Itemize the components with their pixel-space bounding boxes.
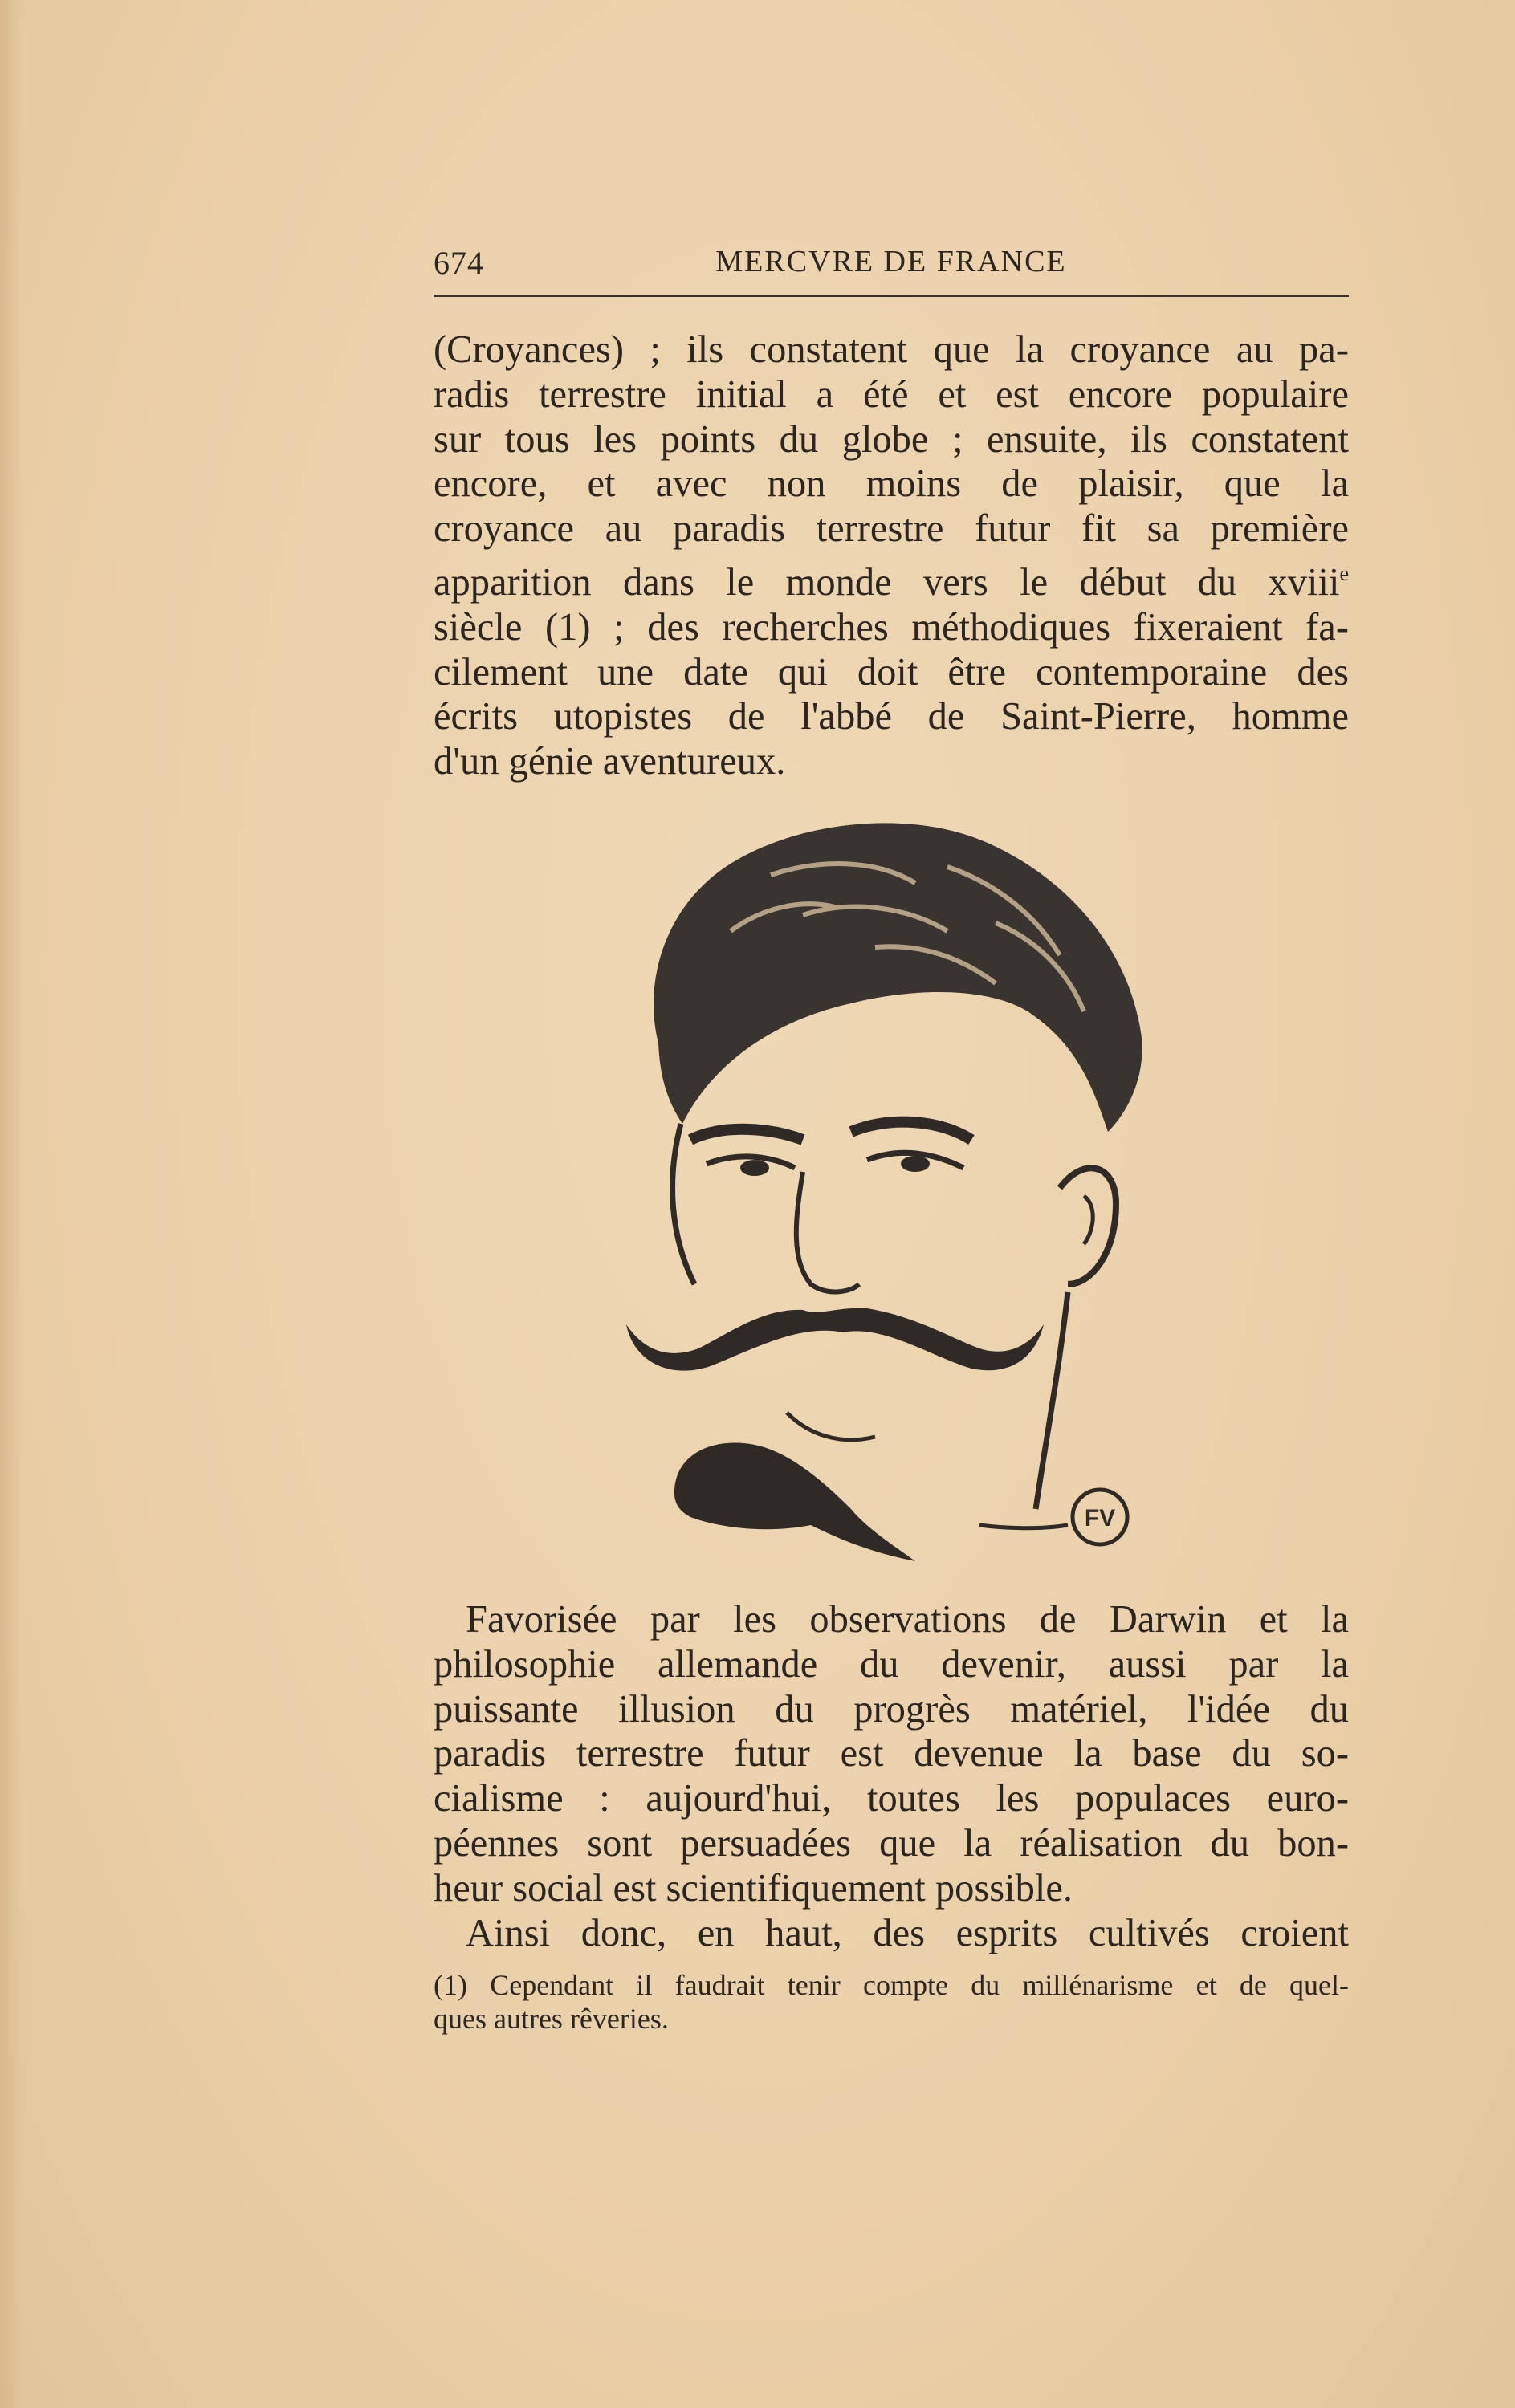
header-rule <box>434 295 1349 297</box>
paragraph-1 <box>434 327 1349 784</box>
text-line: puissante illusion du progrès matériel, l'idée du <box>434 1687 1349 1731</box>
text-line: philosophie allemande du devenir, aussi par la <box>434 1642 1349 1686</box>
text-line: croyance au paradis terrestre futur fit sa première <box>434 507 1349 551</box>
text-line-with-superscript <box>434 551 1349 605</box>
text-line: d'un génie aventureux. <box>434 740 786 783</box>
portrait-hair <box>654 823 1142 1132</box>
portrait-moustache <box>626 1308 1044 1371</box>
text-line: (Croyances) ; ils constatent que la croyance au pa- <box>434 328 1349 371</box>
paragraph-2 <box>434 1597 1349 1955</box>
text-line: Ainsi donc, en haut, des esprits cultivés croient <box>466 1911 1349 1954</box>
text-line: siècle (1) ; des recherches méthodiques fixeraient fa- <box>434 605 1349 649</box>
portrait-nose <box>796 1172 859 1291</box>
text-line: radis terrestre initial a été et est encore populaire <box>434 372 1349 416</box>
text-line: écrits utopistes de l'abbé de Saint-Pierre, homme <box>434 695 1349 738</box>
portrait-ear <box>1060 1168 1116 1284</box>
text-line: sur tous les points du globe ; ensuite, ils constatent <box>434 417 1349 461</box>
portrait-eyebrow-right <box>851 1122 971 1140</box>
text-line: cilement une date qui doit être contemporaine des <box>434 650 1349 694</box>
portrait-woodcut <box>610 803 1172 1573</box>
text-line: cialisme : aujourd'hui, toutes les populaces euro- <box>434 1777 1349 1820</box>
footnote-line: (1) Cependant il faudrait tenir compte du millénarisme et de quel- <box>434 1969 1349 2001</box>
page-number: 674 <box>434 245 484 281</box>
monogram-text: FV <box>1084 1505 1116 1531</box>
portrait-beard <box>674 1443 915 1562</box>
footnote <box>434 1968 1349 2036</box>
page-edge-shadow <box>0 0 24 2408</box>
text-line: péennes sont persuadées que la réalisation du bon- <box>434 1821 1349 1865</box>
text-line: Favorisée par les observations de Darwin et la <box>466 1598 1349 1641</box>
text-line: heur social est scientifiquement possible. <box>434 1866 1073 1910</box>
portrait-eyebrow-left <box>690 1129 803 1140</box>
text-line: paradis terrestre futur est devenue la base du so- <box>434 1732 1349 1775</box>
superscript: e <box>1339 561 1349 585</box>
footnote-line: ques autres rêveries. <box>434 2003 669 2035</box>
page-header <box>434 241 1349 289</box>
text-line: encore, et avec non moins de plaisir, que la <box>434 462 1349 506</box>
text-line: apparition dans le monde vers le début du xviii <box>434 560 1340 604</box>
running-head: MERCVRE DE FRANCE <box>715 245 1067 279</box>
